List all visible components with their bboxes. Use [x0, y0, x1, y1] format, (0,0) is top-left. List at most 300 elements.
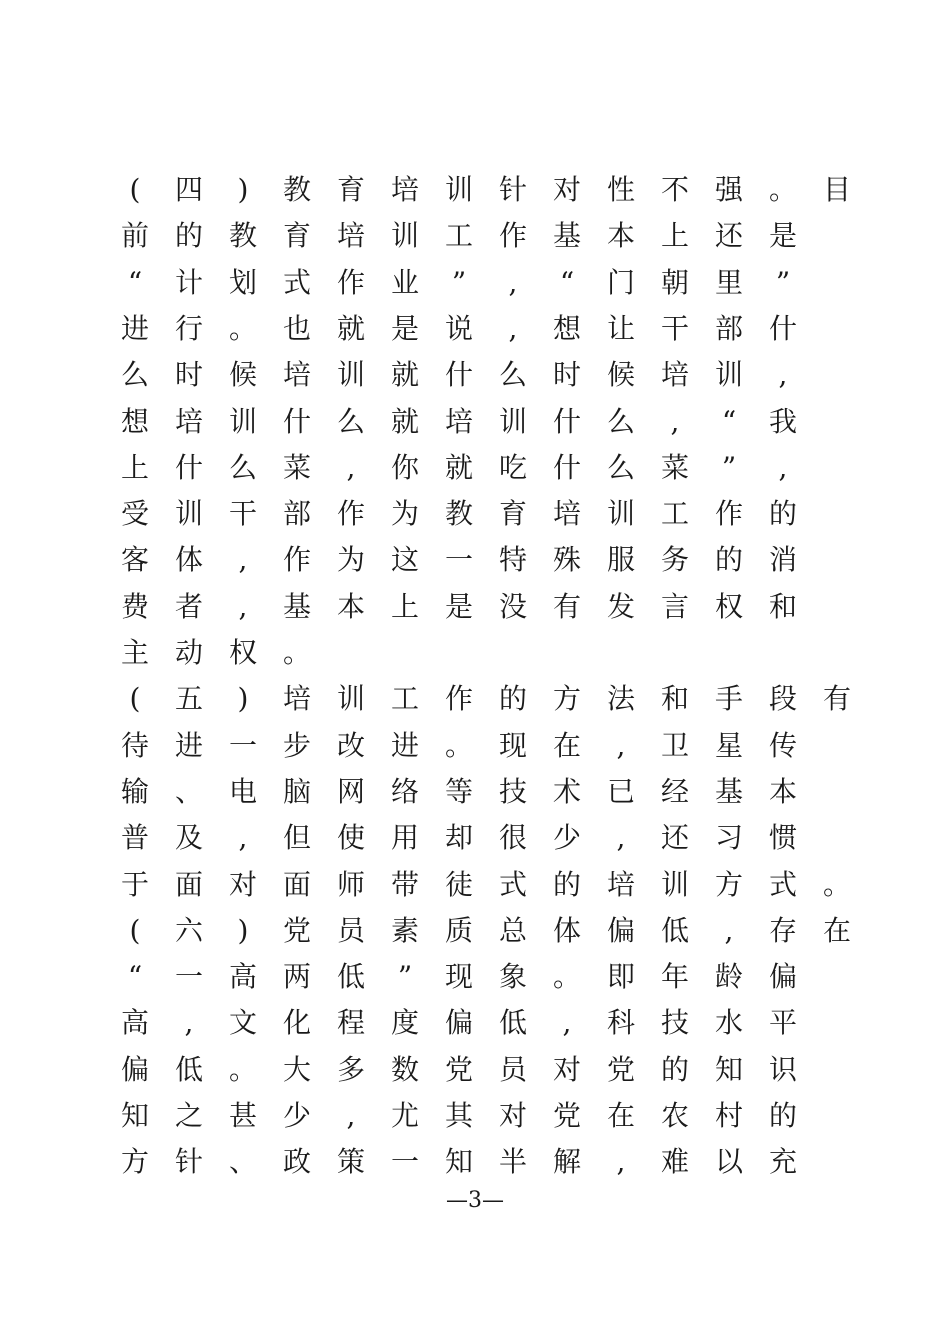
text-char: 方: [552, 682, 581, 716]
text-char: 和: [768, 589, 797, 623]
text-char: 技: [660, 1006, 689, 1040]
text-char: 识: [768, 1052, 797, 1086]
text-char: 尤: [390, 1099, 419, 1132]
text-char: 培: [336, 219, 365, 253]
text-char: 计: [174, 265, 203, 299]
text-char: ): [237, 173, 249, 206]
text-char: 育: [282, 219, 311, 253]
text-char: 。: [552, 960, 581, 994]
text-char: 对: [228, 867, 257, 901]
text-char: 务: [660, 543, 689, 577]
text-line: [108, 170, 851, 216]
text-char: 主: [120, 636, 149, 669]
text-char: 法: [606, 682, 635, 716]
text-char: ,: [238, 589, 248, 623]
text-char: 训: [174, 497, 203, 531]
text-char: 服: [606, 543, 635, 577]
text-line: [108, 1096, 828, 1142]
text-char: 其: [444, 1099, 473, 1132]
text-char: 卫: [660, 728, 689, 762]
text-char: 之: [174, 1099, 203, 1132]
text-char: 作: [444, 682, 473, 716]
text-char: 数: [390, 1052, 419, 1086]
text-char: 培: [444, 404, 473, 438]
text-char: 党: [552, 1099, 581, 1132]
text-char: 等: [444, 774, 473, 808]
text-char: 式: [498, 867, 527, 901]
text-char: 我: [768, 404, 797, 438]
text-char: 。: [444, 728, 473, 762]
text-char: ”: [775, 265, 791, 299]
text-char: 文: [228, 1006, 257, 1040]
text-char: ,: [508, 311, 518, 345]
text-char: ): [237, 682, 249, 716]
text-char: 什: [552, 404, 581, 438]
text-char: 有: [822, 682, 851, 716]
text-char: 脑: [282, 774, 311, 808]
text-char: 却: [444, 821, 473, 855]
text-char: 么: [228, 450, 257, 484]
text-char: 的: [552, 867, 581, 901]
text-char: 的: [768, 1099, 797, 1132]
text-char: 强: [714, 173, 743, 206]
text-char: 星: [714, 728, 743, 762]
text-char: “: [721, 404, 737, 438]
text-char: 划: [228, 265, 257, 299]
text-char: 偏: [120, 1052, 149, 1086]
text-char: 普: [120, 821, 149, 855]
text-char: 么: [336, 404, 365, 438]
text-line: [108, 494, 828, 540]
text-char: 业: [390, 265, 419, 299]
text-char: ,: [346, 1099, 356, 1132]
text-char: 六: [174, 913, 203, 947]
text-char: 作: [714, 497, 743, 531]
text-char: 什: [282, 404, 311, 438]
text-char: 现: [444, 960, 473, 994]
text-char: 在: [552, 728, 581, 762]
text-char: 吃: [498, 450, 527, 484]
text-char: 一: [390, 1145, 419, 1179]
text-char: 培: [282, 358, 311, 392]
text-char: 手: [714, 682, 743, 716]
text-char: 基: [282, 589, 311, 623]
text-char: 有: [552, 589, 581, 623]
text-char: 段: [768, 682, 797, 716]
text-line: [108, 865, 851, 911]
text-char: 进: [174, 728, 203, 762]
text-char: 党: [606, 1052, 635, 1086]
text-char: 很: [498, 821, 527, 855]
text-char: 。: [768, 173, 797, 206]
text-char: 么: [120, 358, 149, 392]
text-char: 候: [606, 358, 635, 392]
text-char: 方: [714, 867, 743, 901]
text-char: 低: [498, 1006, 527, 1040]
text-char: 朝: [660, 265, 689, 299]
text-char: ,: [724, 913, 734, 947]
text-char: 高: [228, 960, 257, 994]
text-char: 训: [606, 497, 635, 531]
text-char: 程: [336, 1006, 365, 1040]
text-line: [108, 402, 828, 448]
text-char: 甚: [228, 1099, 257, 1132]
text-char: 一: [174, 960, 203, 994]
text-char: 教: [444, 497, 473, 531]
text-line: [108, 355, 828, 401]
text-char: 知: [714, 1052, 743, 1086]
text-char: 消: [768, 543, 797, 577]
text-char: 低: [336, 960, 365, 994]
text-char: 菜: [660, 450, 689, 484]
text-char: 传: [768, 728, 797, 762]
text-char: 训: [390, 219, 419, 253]
text-char: 干: [228, 497, 257, 531]
text-line: [108, 216, 828, 262]
text-char: 的: [660, 1052, 689, 1086]
text-char: 用: [390, 821, 419, 855]
text-char: 方: [120, 1145, 149, 1179]
text-char: 、: [228, 1145, 257, 1179]
text-char: 象: [498, 960, 527, 994]
text-char: 部: [282, 497, 311, 531]
text-char: 高: [120, 1006, 149, 1040]
text-char: 步: [282, 728, 311, 762]
text-char: 上: [120, 450, 149, 484]
text-char: 是: [390, 311, 419, 345]
text-char: 发: [606, 589, 635, 623]
text-char: 训: [498, 404, 527, 438]
text-char: 针: [174, 1145, 203, 1179]
text-line: [108, 772, 828, 818]
text-char: 特: [498, 543, 527, 577]
text-char: 为: [336, 543, 365, 577]
text-char: 进: [390, 728, 419, 762]
text-char: (: [129, 913, 141, 947]
text-char: 面: [174, 867, 203, 901]
text-char: 即: [606, 960, 635, 994]
text-char: 么: [606, 404, 635, 438]
text-char: 一: [228, 728, 257, 762]
text-char: 的: [498, 682, 527, 716]
text-char: 员: [336, 913, 365, 947]
text-char: 总: [498, 913, 527, 947]
text-char: 还: [714, 219, 743, 253]
text-char: 年: [660, 960, 689, 994]
text-char: (: [129, 682, 141, 716]
text-line: [108, 911, 851, 957]
text-char: 什: [174, 450, 203, 484]
text-char: 、: [174, 774, 203, 808]
text-char: 面: [282, 867, 311, 901]
text-char: 上: [390, 589, 419, 623]
text-char: 现: [498, 728, 527, 762]
text-char: 体: [174, 543, 203, 577]
text-char: 作: [336, 497, 365, 531]
text-char: 及: [174, 821, 203, 855]
text-char: 里: [714, 265, 743, 299]
text-char: 前: [120, 219, 149, 253]
text-char: 低: [174, 1052, 203, 1086]
text-char: 这: [390, 543, 419, 577]
text-char: 的: [714, 543, 743, 577]
text-char: 平: [768, 1006, 797, 1040]
text-char: 训: [336, 682, 365, 716]
text-char: 存: [768, 913, 797, 947]
text-char: 输: [120, 774, 149, 808]
text-char: 就: [336, 311, 365, 345]
text-char: 但: [282, 821, 311, 855]
text-char: “: [127, 960, 143, 994]
text-char: 想: [552, 311, 581, 345]
text-char: ,: [238, 543, 248, 577]
text-char: 作: [282, 543, 311, 577]
text-char: 。: [822, 867, 851, 901]
text-char: 费: [120, 589, 149, 623]
text-char: 教: [282, 173, 311, 206]
text-char: 农: [660, 1099, 689, 1132]
text-char: 充: [768, 1145, 797, 1179]
text-char: (: [129, 173, 141, 206]
text-char: ,: [670, 404, 680, 438]
text-char: 的: [768, 497, 797, 531]
text-char: 时: [174, 358, 203, 392]
text-line: [108, 1142, 828, 1188]
text-char: 术: [552, 774, 581, 808]
text-char: 你: [390, 450, 419, 484]
text-char: 和: [660, 682, 689, 716]
text-char: 使: [336, 821, 365, 855]
text-char: 的: [174, 219, 203, 253]
text-char: ,: [346, 450, 356, 484]
text-char: 没: [498, 589, 527, 623]
text-char: 时: [552, 358, 581, 392]
text-char: 教: [228, 219, 257, 253]
text-char: 培: [606, 867, 635, 901]
text-char: ,: [238, 821, 248, 855]
text-char: 是: [444, 589, 473, 623]
text-char: 惯: [768, 821, 797, 855]
text-char: 知: [120, 1099, 149, 1132]
text-char: 习: [714, 821, 743, 855]
text-char: 。: [228, 1052, 257, 1086]
text-char: 候: [228, 358, 257, 392]
text-char: ,: [508, 265, 518, 299]
text-char: 什: [444, 358, 473, 392]
text-char: 性: [606, 173, 635, 206]
text-char: 度: [390, 1006, 419, 1040]
text-line: [108, 1050, 828, 1096]
text-char: 针: [498, 173, 527, 206]
text-char: 式: [768, 867, 797, 901]
text-char: 在: [606, 1099, 635, 1132]
text-char: 客: [120, 543, 149, 577]
text-char: 培: [552, 497, 581, 531]
text-line: [108, 957, 828, 1003]
text-char: 就: [444, 450, 473, 484]
text-char: 半: [498, 1145, 527, 1179]
text-char: 不: [660, 173, 689, 206]
text-char: 还: [660, 821, 689, 855]
text-char: 待: [120, 728, 149, 762]
text-char: 工: [660, 497, 689, 531]
text-char: 带: [390, 867, 419, 901]
text-line: [108, 263, 828, 309]
text-char: 改: [336, 728, 365, 762]
text-line: [108, 818, 828, 864]
text-char: 基: [552, 219, 581, 253]
text-line: [108, 726, 828, 772]
text-char: 解: [552, 1145, 581, 1179]
text-char: 偏: [768, 960, 797, 994]
text-char: 什: [552, 450, 581, 484]
text-char: 偏: [606, 913, 635, 947]
text-char: “: [127, 265, 143, 299]
text-char: 就: [390, 358, 419, 392]
text-char: 说: [444, 311, 473, 345]
text-char: 殊: [552, 543, 581, 577]
text-line: [108, 448, 828, 494]
text-char: 质: [444, 913, 473, 947]
text-char: 员: [498, 1052, 527, 1086]
text-char: 素: [390, 913, 419, 947]
text-char: 徒: [444, 867, 473, 901]
text-char: 党: [444, 1052, 473, 1086]
text-char: 两: [282, 960, 311, 994]
text-char: 于: [120, 867, 149, 901]
text-char: 上: [660, 219, 689, 253]
text-char: 对: [498, 1099, 527, 1132]
text-char: 动: [174, 636, 203, 669]
text-char: 菜: [282, 450, 311, 484]
text-char: 网: [336, 774, 365, 808]
text-char: 水: [714, 1006, 743, 1040]
text-char: ,: [184, 1006, 194, 1040]
text-char: 部: [714, 311, 743, 345]
text-char: 化: [282, 1006, 311, 1040]
text-char: 知: [444, 1145, 473, 1179]
text-char: 训: [228, 404, 257, 438]
text-char: 工: [390, 682, 419, 716]
text-char: 体: [552, 913, 581, 947]
text-char: 本: [768, 774, 797, 808]
text-char: ,: [778, 358, 788, 392]
text-char: 行: [174, 311, 203, 345]
text-char: 想: [120, 404, 149, 438]
text-line: [108, 679, 851, 725]
text-char: 策: [336, 1145, 365, 1179]
text-char: 训: [714, 358, 743, 392]
text-char: 电: [228, 774, 257, 808]
text-char: 络: [390, 774, 419, 808]
text-char: 少: [552, 821, 581, 855]
text-char: 工: [444, 219, 473, 253]
text-char: 言: [660, 589, 689, 623]
text-char: 权: [714, 589, 743, 623]
text-char: 对: [552, 173, 581, 206]
text-char: 受: [120, 497, 149, 531]
text-char: “: [559, 265, 575, 299]
text-char: 政: [282, 1145, 311, 1179]
text-char: ,: [562, 1006, 572, 1040]
text-char: 育: [336, 173, 365, 206]
text-char: 本: [336, 589, 365, 623]
text-char: 什: [768, 311, 797, 345]
text-char: 大: [282, 1052, 311, 1086]
text-char: 培: [174, 404, 203, 438]
text-char: 么: [498, 358, 527, 392]
text-char: 就: [390, 404, 419, 438]
text-line: [108, 587, 828, 633]
text-char: 村: [714, 1099, 743, 1132]
text-line: [108, 309, 828, 355]
text-char: 培: [390, 173, 419, 206]
text-char: 科: [606, 1006, 635, 1040]
text-char: 干: [660, 311, 689, 345]
text-char: 权: [228, 636, 257, 669]
text-char: 在: [822, 913, 851, 947]
text-char: ”: [721, 450, 737, 484]
text-char: 是: [768, 219, 797, 253]
text-char: ): [237, 913, 249, 947]
text-char: 经: [660, 774, 689, 808]
text-char: 。: [228, 311, 257, 345]
text-char: 低: [660, 913, 689, 947]
text-line: [108, 540, 828, 586]
text-char: 党: [282, 913, 311, 947]
text-char: 为: [390, 497, 419, 531]
text-char: 培: [660, 358, 689, 392]
text-char: ,: [616, 728, 626, 762]
text-line: [108, 633, 828, 679]
text-char: 龄: [714, 960, 743, 994]
text-char: ,: [616, 1145, 626, 1179]
text-char: 目: [822, 173, 851, 206]
text-char: 也: [282, 311, 311, 345]
text-char: 一: [444, 543, 473, 577]
text-char: 培: [282, 682, 311, 716]
text-char: 基: [714, 774, 743, 808]
text-char: ,: [778, 450, 788, 484]
text-char: 本: [606, 219, 635, 253]
text-char: 式: [282, 265, 311, 299]
text-char: ”: [397, 960, 413, 994]
text-char: 少: [282, 1099, 311, 1132]
text-char: 让: [606, 311, 635, 345]
text-char: 育: [498, 497, 527, 531]
text-char: 四: [174, 173, 203, 206]
text-char: 。: [282, 636, 311, 669]
text-char: 作: [336, 265, 365, 299]
text-char: 进: [120, 311, 149, 345]
text-char: 对: [552, 1052, 581, 1086]
text-char: 者: [174, 589, 203, 623]
text-char: 么: [606, 450, 635, 484]
text-char: ,: [616, 821, 626, 855]
text-char: 难: [660, 1145, 689, 1179]
text-char: ”: [451, 265, 467, 299]
text-char: 训: [336, 358, 365, 392]
text-char: 技: [498, 774, 527, 808]
text-char: 五: [174, 682, 203, 716]
text-char: 多: [336, 1052, 365, 1086]
text-char: 训: [660, 867, 689, 901]
text-char: 师: [336, 867, 365, 901]
text-char: 门: [606, 265, 635, 299]
text-char: 偏: [444, 1006, 473, 1040]
text-char: 作: [498, 219, 527, 253]
text-char: 训: [444, 173, 473, 206]
